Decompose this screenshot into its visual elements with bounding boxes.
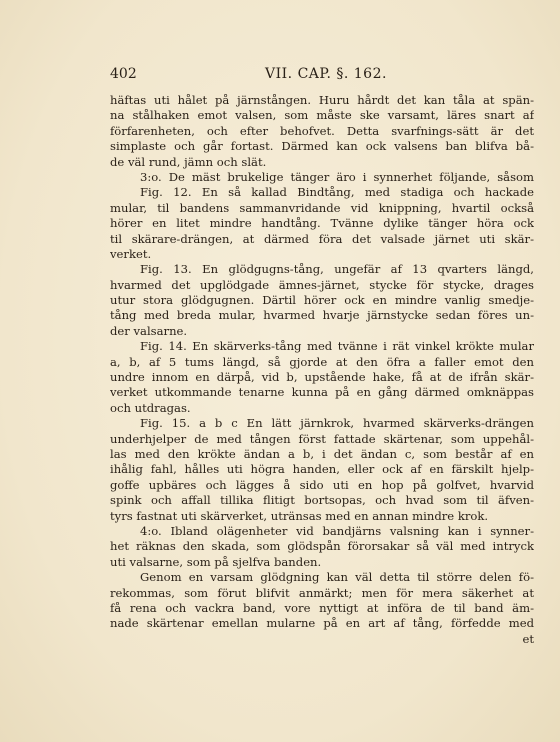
text-line: tång med breda mular, hvarmed hvarje järnstycke sedan föres un- — [110, 308, 534, 323]
text-line: goffe upbäres och lägges å sido uti en hop på golfvet, hvarvid — [110, 477, 534, 492]
text-line: uti valsarne, som på sjelfva banden. — [110, 554, 322, 569]
text-line: et — [522, 631, 534, 646]
text-line: verket utkommande tenarne kunna på en gång därmed omknäppas — [110, 385, 534, 400]
text-line: 3:o. De mäst brukelige tänger äro i synnerhet följande, såsom — [140, 169, 534, 184]
text-line: de väl rund, jämn och slät. — [110, 154, 267, 169]
text-line: utur stora glödgugnen. Därtil hörer ock en mindre vanlig smedje- — [110, 293, 534, 308]
text-line: til skärare-drängen, at därmed föra det valsade järnet uti skär- — [110, 231, 534, 246]
text-line: der valsarne. — [110, 323, 188, 338]
text-line: Fig. 12. En så kallad Bindtång, med stadiga och hackade — [140, 185, 534, 200]
text-line: och utdragas. — [110, 400, 191, 415]
text-line: verket. — [110, 246, 152, 261]
text-line: mular, til bandens sammanvridande vid knippning, hvartil också — [110, 200, 534, 215]
text-line: ihålig fahl, hålles uti högra handen, eller ock af en färskilt hjelp- — [110, 462, 534, 477]
text-line: Genom en varsam glödgning kan väl detta til större delen fö- — [140, 570, 534, 585]
page-body-text — [110, 93, 534, 647]
text-line: undre innom en därpå, vid b, upstående hake, få at de ifrån skär- — [110, 370, 534, 385]
text-line: underhjelper de med tången först fattade skärtenar, som uppehål- — [110, 431, 534, 446]
page-header — [110, 66, 530, 86]
running-head: VII. CAP. §. 162. — [265, 66, 387, 82]
text-line: förfarenheten, och efter behofvet. Detta svarfnings-sätt är det — [110, 123, 534, 138]
text-line: a, b, af 5 tums längd, så gjorde at den öfra a faller emot den — [110, 354, 534, 369]
text-line: tyrs fastnat uti skärverket, utränsas med en annan mindre krok. — [110, 508, 489, 523]
text-line: Fig. 15. a b c En lätt järnkrok, hvarmed skärverks-drängen — [140, 416, 534, 431]
text-line: het räknas den skada, som glödspån förorsakar så väl med intryck — [110, 539, 534, 554]
text-line: hörer en litet mindre handtång. Tvänne dylike tänger höra ock — [110, 216, 534, 231]
text-line: nade skärtenar emellan mularne på en art af tång, förfedde med — [110, 616, 534, 631]
text-line: las med den krökte ändan a b, i det ändan c, som består af en — [110, 446, 534, 461]
page-number: 402 — [110, 66, 137, 82]
text-line: rekommas, som förut blifvit anmärkt; men för mera säkerhet at — [110, 585, 534, 600]
text-line: na stålhaken emot valsen, som måste ske varsamt, läres snart af — [110, 108, 534, 123]
text-line: spink och affall tillika flitigt bortsopas, och hvad som til äfven- — [110, 493, 534, 508]
text-line: Fig. 13. En glödgugns-tång, ungefär af 13 qvarters längd, — [140, 262, 534, 277]
text-line: häftas uti hålet på järnstången. Huru hårdt det kan tåla at spän- — [110, 93, 534, 107]
text-line: simplaste och går fortast. Därmed kan ock valsens ban blifva bå- — [110, 139, 534, 154]
text-line: Fig. 14. En skärverks-tång med tvänne i rät vinkel krökte mular — [140, 339, 534, 354]
text-line: 4:o. Ibland olägenheter vid bandjärns valsning kan i synner- — [140, 523, 534, 538]
text-line: få rena och vackra band, vore nyttigt at införa de til band äm- — [110, 600, 534, 615]
text-line: hvarmed det upglödgade ämnes-järnet, stycke för stycke, drages — [110, 277, 534, 292]
